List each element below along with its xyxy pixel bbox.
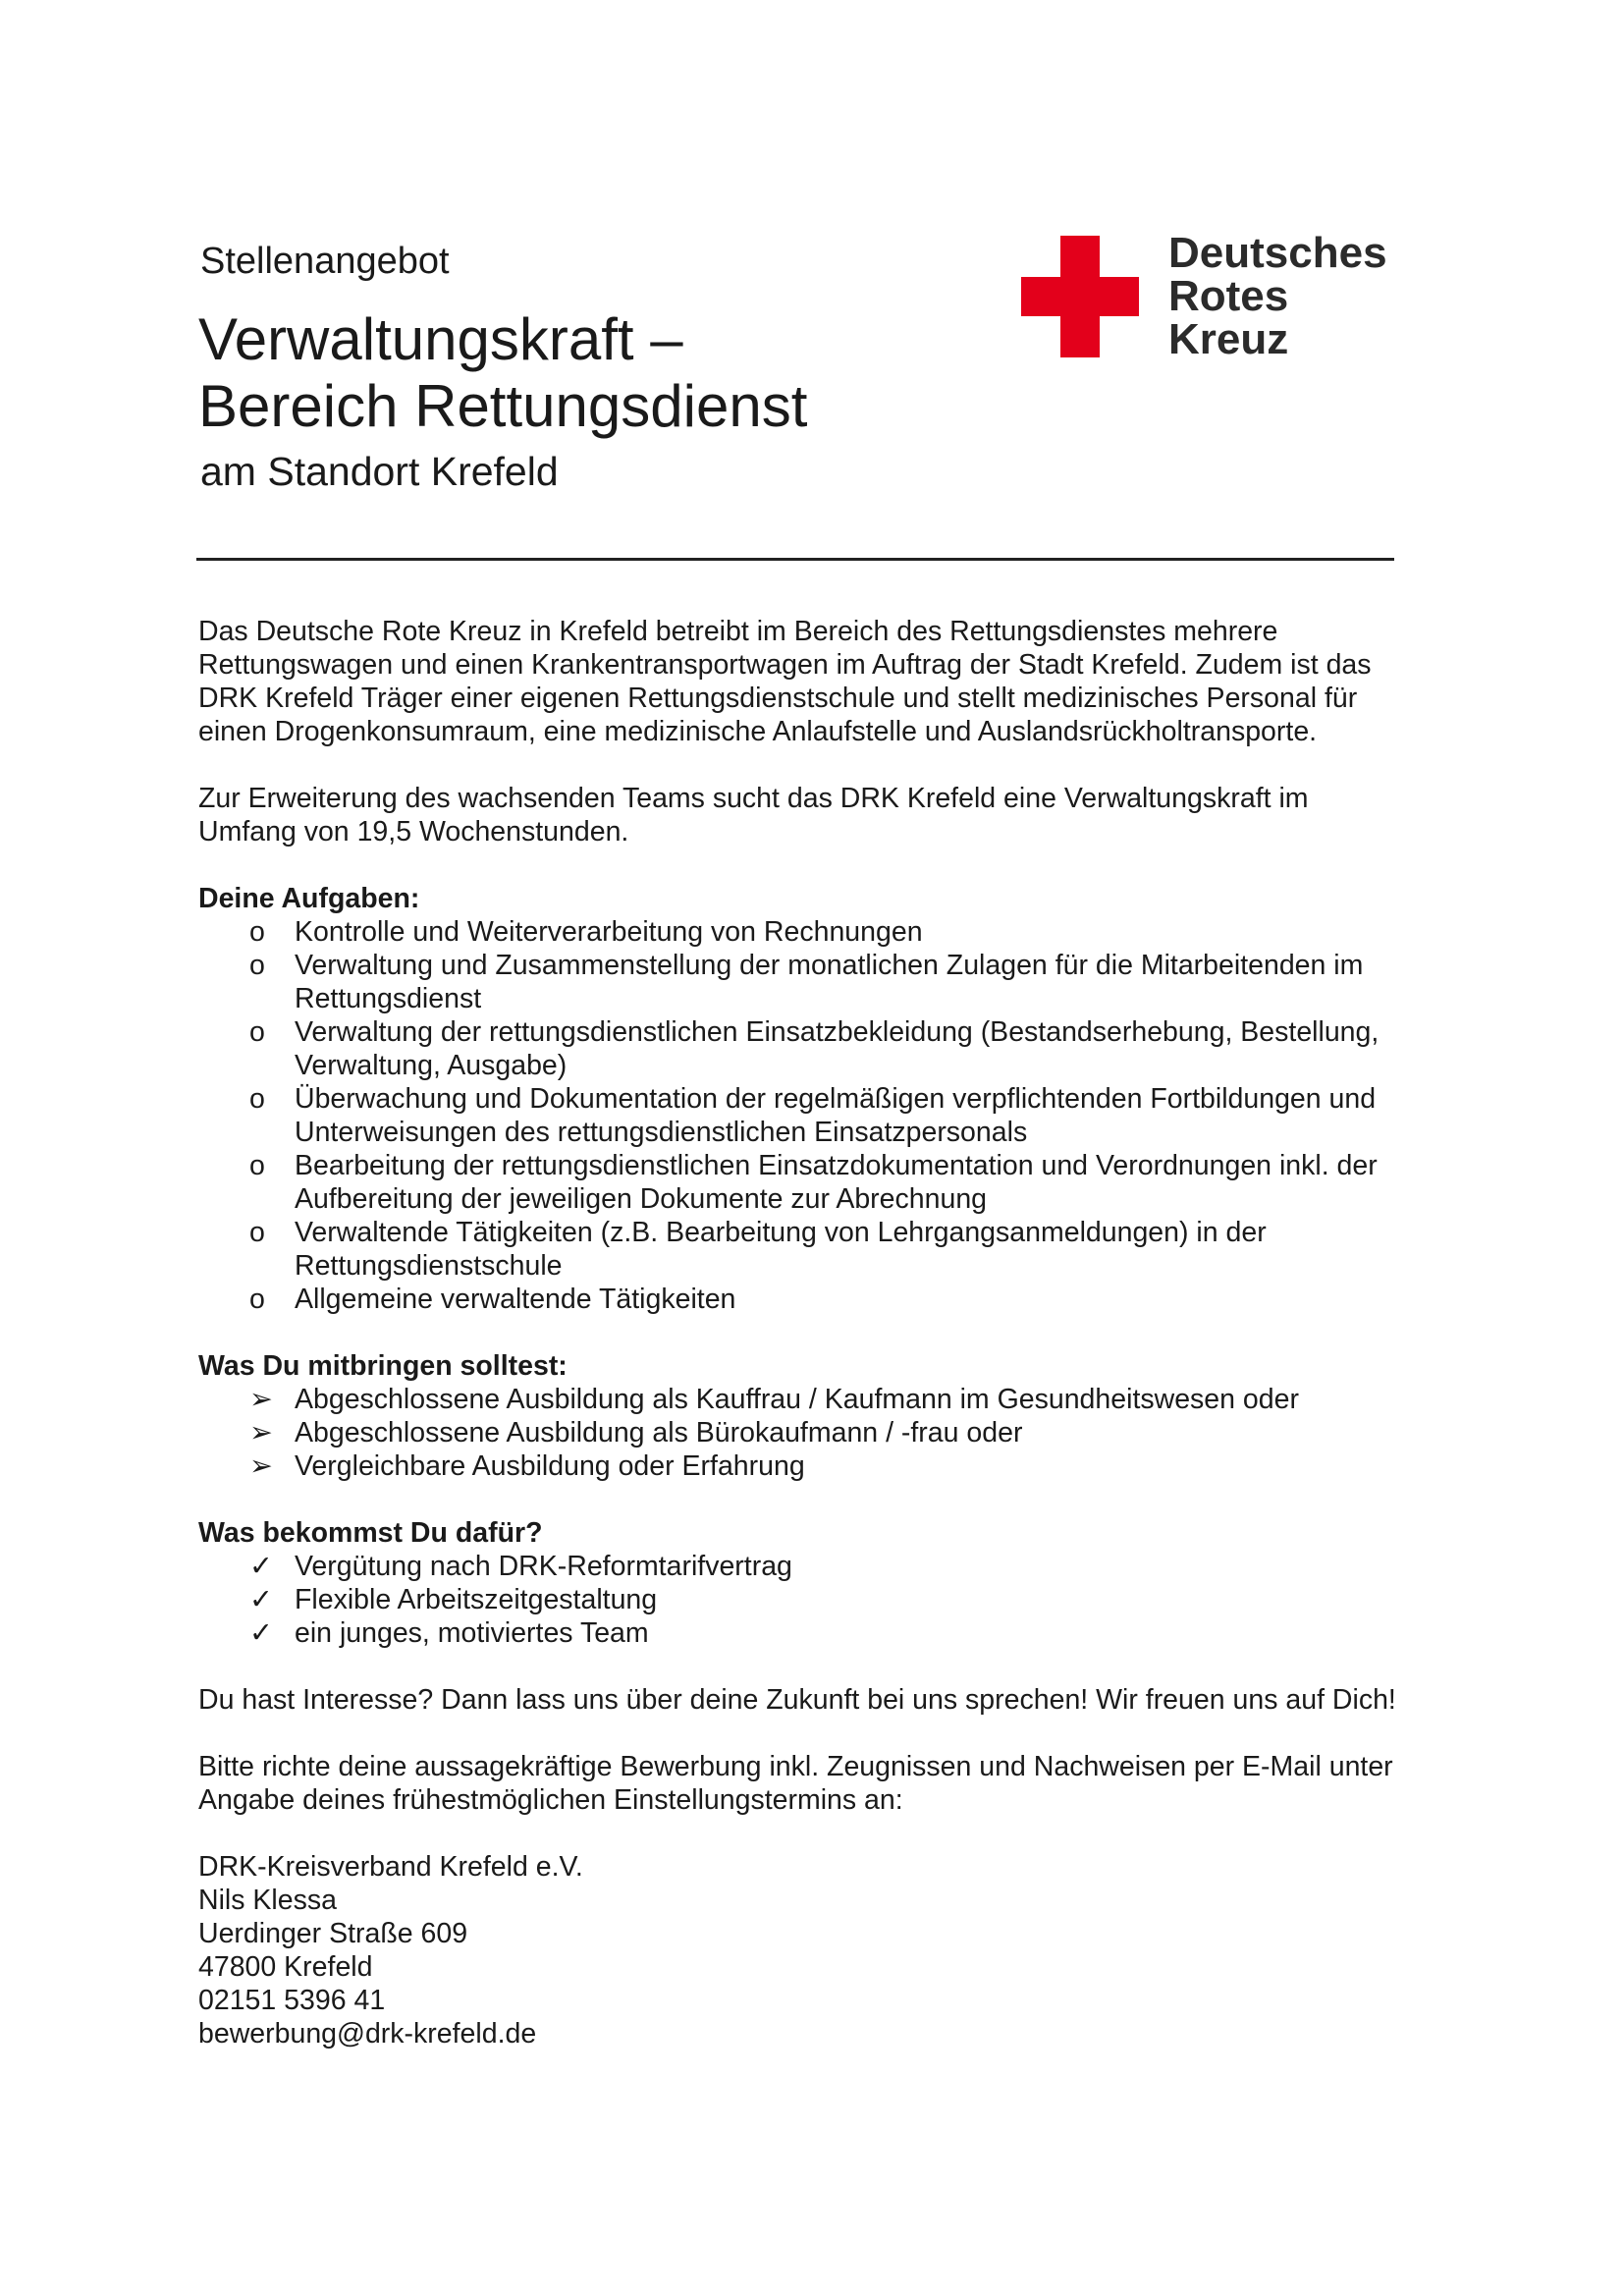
- list-item: [198, 1416, 1406, 1449]
- contact-phone: 02151 5396 41: [198, 1985, 386, 2016]
- benefits-heading: Was bekommst Du dafür?: [198, 1517, 543, 1549]
- logo-wordmark: [1168, 229, 1387, 363]
- list-item: [198, 1015, 1406, 1082]
- list-item: [198, 1082, 1406, 1149]
- intro-paragraph-1: Das Deutsche Rote Kreuz in Krefeld betreibt im Bereich des Rettungsdienstes mehrere Rettungswagen und einen Krankentransportwagen im Auftrag der Stadt Krefeld. Zudem ist das DRK Krefeld Träger einer eigenen Rettungsdienstschule und stellt medizinisches Personal für einen Drogenkonsumraum, eine medizinische Anlaufstelle und Auslandsrückholtransporte.: [198, 616, 1372, 747]
- list-item: [198, 1383, 1406, 1416]
- tasks-list: [198, 915, 1406, 1316]
- kicker-label: Stellenangebot: [200, 241, 450, 282]
- contact-email[interactable]: bewerbung@drk-krefeld.de: [198, 2018, 537, 2050]
- list-item-text: Allgemeine verwaltende Tätigkeiten: [295, 1284, 736, 1315]
- checkmark-icon: ✓: [249, 1584, 273, 1615]
- list-item-text: Verwaltende Tätigkeiten (z.B. Bearbeitung von Lehrgangsanmeldungen) in der Rettungsdienstschule: [295, 1217, 1267, 1282]
- title-line-1: Verwaltungskraft –: [198, 306, 683, 372]
- list-item: [198, 1583, 1406, 1616]
- closing-paragraph-2: Bitte richte deine aussagekräftige Bewerbung inkl. Zeugnissen und Nachweisen per E-Mail unter Angabe deines frühestmöglichen Einstellungstermins an:: [198, 1751, 1393, 1816]
- logo-line-2: Rotes: [1168, 272, 1289, 320]
- contact-name: Nils Klessa: [198, 1885, 337, 1916]
- arrow-bullet-icon: ➢: [249, 1450, 273, 1482]
- red-cross-icon: [1021, 236, 1139, 357]
- list-item: [198, 1283, 1406, 1316]
- logo-line-1: Deutsches: [1168, 229, 1387, 277]
- tasks-heading: Deine Aufgaben:: [198, 883, 420, 914]
- circle-bullet-icon: o: [249, 1016, 265, 1048]
- benefits-list: [198, 1550, 1406, 1650]
- list-item: [198, 915, 1406, 949]
- contact-street: Uerdinger Straße 609: [198, 1918, 468, 1949]
- title-line-2: Bereich Rettungsdienst: [198, 373, 808, 439]
- checkmark-icon: ✓: [249, 1617, 273, 1649]
- list-item: [198, 1149, 1406, 1216]
- list-item: [198, 1616, 1406, 1650]
- contact-org: DRK-Kreisverband Krefeld e.V.: [198, 1851, 583, 1883]
- arrow-bullet-icon: ➢: [249, 1384, 273, 1415]
- closing-paragraph-1: Du hast Interesse? Dann lass uns über deine Zukunft bei uns sprechen! Wir freuen uns auf Dich!: [198, 1684, 1396, 1716]
- list-item-text: Verwaltung und Zusammenstellung der monatlichen Zulagen für die Mitarbeitenden im Rettungsdienst: [295, 950, 1364, 1014]
- checkmark-icon: ✓: [249, 1551, 273, 1582]
- circle-bullet-icon: o: [249, 1083, 265, 1115]
- circle-bullet-icon: o: [249, 1150, 265, 1181]
- list-item-text: Kontrolle und Weiterverarbeitung von Rechnungen: [295, 916, 923, 948]
- list-item-text: Vergleichbare Ausbildung oder Erfahrung: [295, 1450, 805, 1482]
- list-item-text: Abgeschlossene Ausbildung als Kauffrau / Kaufmann im Gesundheitswesen oder: [295, 1384, 1299, 1415]
- list-item: [198, 1449, 1406, 1483]
- list-item-text: Vergütung nach DRK-Reformtarifvertrag: [295, 1551, 792, 1582]
- requirements-list: [198, 1383, 1406, 1483]
- circle-bullet-icon: o: [249, 916, 265, 948]
- circle-bullet-icon: o: [249, 1217, 265, 1248]
- page-title: [198, 306, 807, 440]
- list-item: [198, 1216, 1406, 1283]
- list-item-text: Überwachung und Dokumentation der regelmäßigen verpflichtenden Fortbildungen und Unterweisungen des rettungsdienstlichen Einsatzpersonals: [295, 1083, 1377, 1148]
- arrow-bullet-icon: ➢: [249, 1417, 273, 1449]
- contact-city: 47800 Krefeld: [198, 1951, 373, 1983]
- header-divider: [196, 558, 1394, 561]
- requirements-heading: Was Du mitbringen solltest:: [198, 1350, 568, 1382]
- circle-bullet-icon: o: [249, 950, 265, 981]
- location-subtitle: am Standort Krefeld: [200, 449, 559, 494]
- drk-logo: [1021, 229, 1414, 363]
- list-item-text: ein junges, motiviertes Team: [295, 1617, 649, 1649]
- list-item-text: Verwaltung der rettungsdienstlichen Einsatzbekleidung (Bestandserhebung, Bestellung, Verwaltung, Ausgabe): [295, 1016, 1380, 1081]
- circle-bullet-icon: o: [249, 1284, 265, 1315]
- contact-address: [198, 1850, 1406, 2050]
- list-item-text: Bearbeitung der rettungsdienstlichen Einsatzdokumentation und Verordnungen inkl. der Aufbereitung der jeweiligen Dokumente zur Abrechnung: [295, 1150, 1378, 1215]
- intro-paragraph-2: Zur Erweiterung des wachsenden Teams sucht das DRK Krefeld eine Verwaltungskraft im Umfang von 19,5 Wochenstunden.: [198, 783, 1309, 847]
- list-item-text: Abgeschlossene Ausbildung als Bürokaufmann / -frau oder: [295, 1417, 1023, 1449]
- posting-body: [198, 615, 1406, 2050]
- list-item: [198, 1550, 1406, 1583]
- logo-line-3: Kreuz: [1168, 315, 1289, 363]
- list-item: [198, 949, 1406, 1015]
- list-item-text: Flexible Arbeitszeitgestaltung: [295, 1584, 658, 1615]
